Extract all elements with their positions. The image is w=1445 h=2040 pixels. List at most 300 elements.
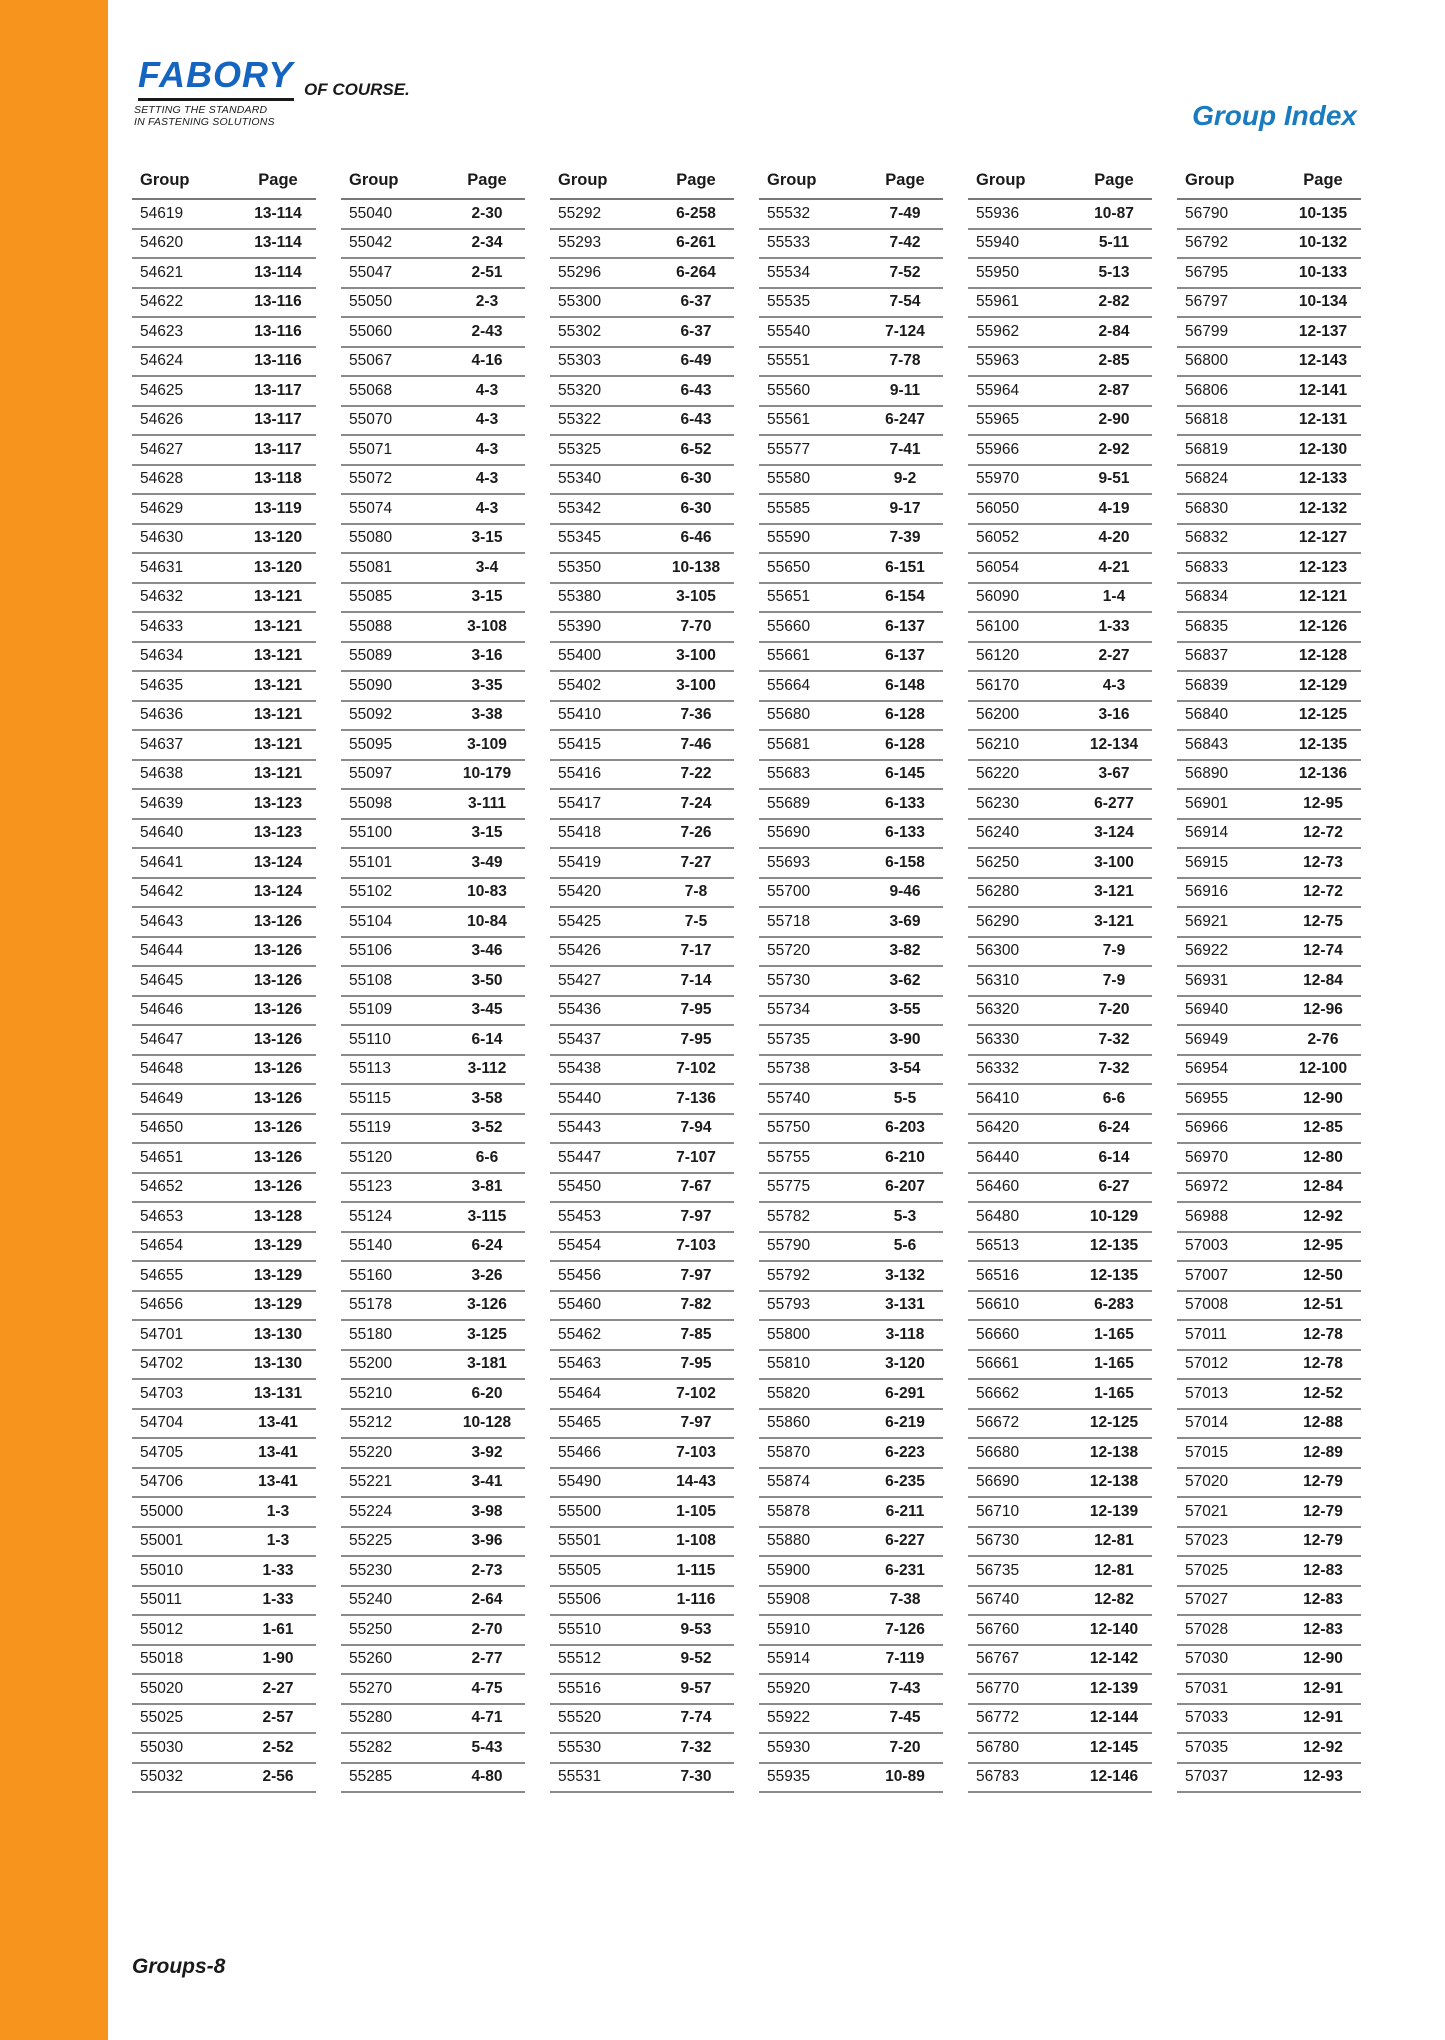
table-row [550, 761, 734, 791]
page-reference: 3-15 [471, 529, 503, 547]
column-header [968, 162, 1152, 200]
group-number: 54652 [140, 1178, 184, 1196]
group-number: 55109 [349, 1001, 393, 1019]
page-reference: 12-139 [1089, 1679, 1139, 1697]
page-reference: 12-72 [1303, 824, 1343, 842]
table-row [550, 731, 734, 761]
group-number: 55551 [767, 352, 811, 370]
table-row [1177, 1321, 1361, 1351]
page-reference: 6-43 [680, 381, 712, 399]
group-number: 55738 [767, 1060, 811, 1078]
page-reference: 12-73 [1303, 853, 1343, 871]
group-number: 55730 [767, 971, 811, 989]
group-number: 55320 [558, 381, 602, 399]
page-reference: 3-35 [471, 676, 503, 694]
group-number: 55270 [349, 1679, 393, 1697]
group-number: 54630 [140, 529, 184, 547]
table-row [759, 997, 943, 1027]
table-row [132, 1439, 316, 1469]
table-row [132, 908, 316, 938]
group-number: 54701 [140, 1325, 184, 1343]
table-row [968, 879, 1152, 909]
page-reference: 7-5 [684, 912, 708, 930]
table-row [550, 967, 734, 997]
group-number: 55500 [558, 1502, 602, 1520]
table-row [759, 908, 943, 938]
page-reference: 1-165 [1094, 1325, 1134, 1343]
table-row [968, 1144, 1152, 1174]
table-row [132, 672, 316, 702]
page-reference: 12-83 [1303, 1620, 1343, 1638]
table-row [759, 731, 943, 761]
table-row [341, 879, 525, 909]
table-row [1177, 879, 1361, 909]
table-row [341, 200, 525, 230]
group-number: 56780 [976, 1738, 1020, 1756]
page-reference: 12-78 [1303, 1325, 1343, 1343]
table-row [550, 820, 734, 850]
logo-suffix: OF COURSE. [304, 80, 410, 99]
group-number: 55220 [349, 1443, 393, 1461]
group-number: 56940 [1185, 1001, 1229, 1019]
group-number: 56840 [1185, 706, 1229, 724]
page-reference: 12-129 [1298, 676, 1348, 694]
page-reference: 1-105 [676, 1502, 716, 1520]
table-row [968, 761, 1152, 791]
group-number: 55438 [558, 1060, 602, 1078]
table-row [759, 1056, 943, 1086]
page-reference: 12-132 [1298, 499, 1348, 517]
page-reference: 2-85 [1098, 352, 1130, 370]
group-number: 54646 [140, 1001, 184, 1019]
table-row [1177, 938, 1361, 968]
page-reference: 4-3 [475, 381, 499, 399]
page-reference: 6-133 [885, 794, 925, 812]
table-row [341, 613, 525, 643]
table-row [759, 318, 943, 348]
group-number: 54625 [140, 381, 184, 399]
page-reference: 3-100 [1094, 853, 1134, 871]
table-row [759, 1439, 943, 1469]
group-number: 55250 [349, 1620, 393, 1638]
page-reference: 12-135 [1089, 1237, 1139, 1255]
page-reference: 7-102 [676, 1060, 716, 1078]
page-reference: 13-123 [253, 824, 303, 842]
group-number: 55012 [140, 1620, 184, 1638]
column-header [1177, 162, 1361, 200]
group-number: 57028 [1185, 1620, 1229, 1638]
group-number: 55800 [767, 1325, 811, 1343]
page-reference: 2-30 [471, 204, 503, 222]
table-row [550, 1734, 734, 1764]
page-reference: 6-128 [885, 706, 925, 724]
table-row [132, 495, 316, 525]
group-number: 55935 [767, 1768, 811, 1786]
table-row [968, 495, 1152, 525]
table-row [341, 525, 525, 555]
group-header: Group [1185, 170, 1235, 189]
group-number: 55970 [976, 470, 1020, 488]
table-row [1177, 1646, 1361, 1676]
table-row [968, 1233, 1152, 1263]
page-reference: 3-54 [889, 1060, 921, 1078]
table-row [341, 1587, 525, 1617]
page-reference: 6-27 [1098, 1178, 1130, 1196]
group-number: 54650 [140, 1119, 184, 1137]
group-number: 55011 [140, 1591, 182, 1609]
group-number: 56843 [1185, 735, 1229, 753]
group-number: 56818 [1185, 411, 1229, 429]
group-number: 55420 [558, 883, 602, 901]
table-row [132, 289, 316, 319]
group-number: 54624 [140, 352, 184, 370]
group-number: 55240 [349, 1591, 393, 1609]
group-number: 55018 [140, 1650, 184, 1668]
group-number: 55792 [767, 1266, 811, 1284]
page-reference: 4-20 [1098, 529, 1130, 547]
group-number: 56513 [976, 1237, 1020, 1255]
page-reference: 2-56 [262, 1768, 294, 1786]
table-row [759, 525, 943, 555]
table-row [341, 1528, 525, 1558]
page-reference: 7-49 [889, 204, 921, 222]
group-number: 54620 [140, 234, 184, 252]
group-number: 56760 [976, 1620, 1020, 1638]
group-number: 55681 [767, 735, 811, 753]
page-reference: 7-26 [680, 824, 712, 842]
page-reference: 10-83 [467, 883, 507, 901]
page-reference: 12-88 [1303, 1414, 1343, 1432]
table-row [1177, 1115, 1361, 1145]
page-reference: 12-96 [1303, 1001, 1343, 1019]
page-header: Page [885, 170, 925, 189]
page-reference: 6-154 [885, 588, 925, 606]
group-number: 55530 [558, 1738, 602, 1756]
table-row [341, 1144, 525, 1174]
page-reference: 1-108 [676, 1532, 716, 1550]
table-row [759, 1646, 943, 1676]
table-row [1177, 1469, 1361, 1499]
group-number: 54644 [140, 942, 184, 960]
table-row [968, 230, 1152, 260]
group-number: 54629 [140, 499, 184, 517]
table-row [1177, 1764, 1361, 1794]
table-row [1177, 672, 1361, 702]
group-number: 55465 [558, 1414, 602, 1432]
page-reference: 6-24 [471, 1237, 503, 1255]
page-reference: 7-38 [889, 1591, 921, 1609]
page-reference: 3-105 [676, 588, 716, 606]
page-reference: 3-49 [471, 853, 503, 871]
table-row [132, 1321, 316, 1351]
page-reference: 12-93 [1303, 1768, 1343, 1786]
group-header: Group [976, 170, 1026, 189]
group-number: 55880 [767, 1532, 811, 1550]
table-row [550, 1469, 734, 1499]
page-reference: 12-138 [1089, 1473, 1139, 1491]
group-number: 56410 [976, 1089, 1020, 1107]
page-reference: 12-79 [1303, 1502, 1343, 1520]
group-number: 55345 [558, 529, 602, 547]
group-number: 54633 [140, 617, 184, 635]
page-reference: 2-77 [471, 1650, 503, 1668]
table-row [759, 879, 943, 909]
page-reference: 7-82 [680, 1296, 712, 1314]
table-row [550, 613, 734, 643]
page-reference: 13-124 [253, 853, 303, 871]
table-row [341, 1646, 525, 1676]
group-header: Group [349, 170, 399, 189]
group-number: 56931 [1185, 971, 1229, 989]
page-reference: 3-109 [467, 735, 507, 753]
page-reference: 7-103 [676, 1443, 716, 1461]
group-number: 55322 [558, 411, 602, 429]
page-reference: 7-20 [889, 1738, 921, 1756]
page-reference: 12-142 [1089, 1650, 1139, 1668]
page-reference: 6-37 [680, 322, 712, 340]
table-row [1177, 908, 1361, 938]
table-row [759, 1380, 943, 1410]
page-reference: 6-277 [1094, 794, 1134, 812]
page-reference: 7-32 [1098, 1030, 1130, 1048]
group-number: 56052 [976, 529, 1020, 547]
page-reference: 3-41 [471, 1473, 503, 1491]
group-number: 55296 [558, 263, 602, 281]
page-reference: 3-98 [471, 1502, 503, 1520]
page-reference: 13-41 [258, 1473, 298, 1491]
page-reference: 7-46 [680, 735, 712, 753]
group-number: 55490 [558, 1473, 602, 1491]
page-reference: 10-133 [1298, 263, 1348, 281]
page-reference: 6-227 [885, 1532, 925, 1550]
table-row [550, 1380, 734, 1410]
table-row [968, 997, 1152, 1027]
table-row [968, 1439, 1152, 1469]
page-reference: 7-95 [680, 1355, 712, 1373]
page-reference: 10-134 [1298, 293, 1348, 311]
group-number: 55020 [140, 1679, 184, 1697]
page-reference: 7-85 [680, 1325, 712, 1343]
table-row [759, 348, 943, 378]
page-reference: 12-136 [1298, 765, 1348, 783]
table-row [1177, 643, 1361, 673]
table-row [132, 820, 316, 850]
group-number: 56100 [976, 617, 1020, 635]
table-row [968, 377, 1152, 407]
table-row [1177, 1498, 1361, 1528]
group-number: 56440 [976, 1148, 1020, 1166]
table-row [132, 1056, 316, 1086]
table-row [968, 1262, 1152, 1292]
group-number: 56955 [1185, 1089, 1229, 1107]
group-number: 55224 [349, 1502, 393, 1520]
table-row [1177, 407, 1361, 437]
page-reference: 7-27 [680, 853, 712, 871]
table-row [759, 643, 943, 673]
page-reference: 7-78 [889, 352, 921, 370]
logo-tagline [134, 104, 275, 128]
page-reference: 7-36 [680, 706, 712, 724]
page-reference: 3-131 [885, 1296, 925, 1314]
table-row [968, 1675, 1152, 1705]
table-row [132, 997, 316, 1027]
page-reference: 3-121 [1094, 883, 1134, 901]
page-reference: 13-130 [253, 1355, 303, 1373]
group-number: 55914 [767, 1650, 811, 1668]
page-reference: 9-51 [1098, 470, 1130, 488]
group-number: 55221 [349, 1473, 393, 1491]
table-row [341, 1469, 525, 1499]
group-number: 55505 [558, 1561, 602, 1579]
table-row [341, 643, 525, 673]
logo-underline [138, 98, 294, 101]
group-number: 54649 [140, 1089, 184, 1107]
page-reference: 13-41 [258, 1443, 298, 1461]
table-row [132, 1675, 316, 1705]
table-row [759, 1144, 943, 1174]
page-reference: 9-17 [889, 499, 921, 517]
table-row [132, 1026, 316, 1056]
group-number: 56970 [1185, 1148, 1229, 1166]
page-reference: 3-90 [889, 1030, 921, 1048]
group-number: 55325 [558, 440, 602, 458]
group-number: 56806 [1185, 381, 1229, 399]
table-row [132, 1174, 316, 1204]
group-number: 54636 [140, 706, 184, 724]
group-number: 54619 [140, 204, 184, 222]
group-number: 55113 [349, 1060, 391, 1078]
page-reference: 12-135 [1298, 735, 1348, 753]
group-number: 55071 [349, 440, 393, 458]
group-number: 55661 [767, 647, 811, 665]
group-number: 55110 [349, 1030, 391, 1048]
table-row [132, 1292, 316, 1322]
page-reference: 10-135 [1298, 204, 1348, 222]
table-row [759, 1026, 943, 1056]
table-row [550, 348, 734, 378]
group-number: 55580 [767, 470, 811, 488]
group-number: 55689 [767, 794, 811, 812]
table-row [968, 584, 1152, 614]
table-row [550, 1026, 734, 1056]
table-row [968, 466, 1152, 496]
table-row [550, 377, 734, 407]
group-number: 55140 [349, 1237, 393, 1255]
page-reference: 12-92 [1303, 1738, 1343, 1756]
group-number: 55750 [767, 1119, 811, 1137]
group-number: 55390 [558, 617, 602, 635]
group-number: 55225 [349, 1532, 393, 1550]
table-row [759, 672, 943, 702]
page-reference: 13-121 [253, 617, 303, 635]
page-reference: 13-130 [253, 1325, 303, 1343]
table-row [759, 1203, 943, 1233]
page-reference: 7-32 [680, 1738, 712, 1756]
group-number: 56660 [976, 1325, 1020, 1343]
page-reference: 6-6 [475, 1148, 499, 1166]
page-reference: 9-53 [680, 1620, 712, 1638]
group-number: 55210 [349, 1384, 393, 1402]
page-reference: 12-82 [1094, 1591, 1134, 1609]
page-reference: 13-114 [254, 234, 302, 252]
group-number: 55081 [349, 558, 393, 576]
group-number: 54640 [140, 824, 184, 842]
table-row [968, 1410, 1152, 1440]
group-number: 55680 [767, 706, 811, 724]
page-reference: 7-20 [1098, 1001, 1130, 1019]
group-number: 55735 [767, 1030, 811, 1048]
page-reference: 12-90 [1303, 1089, 1343, 1107]
page-reference: 2-34 [471, 234, 503, 252]
table-row [759, 1587, 943, 1617]
group-number: 56972 [1185, 1178, 1229, 1196]
table-row [341, 407, 525, 437]
page-reference: 7-14 [680, 971, 712, 989]
page-reference: 3-69 [889, 912, 921, 930]
group-number: 55300 [558, 293, 602, 311]
page-reference: 7-43 [889, 1679, 921, 1697]
page-reference: 10-179 [462, 765, 512, 783]
page-reference: 13-126 [253, 942, 303, 960]
orange-side-bar [0, 0, 108, 2040]
page-reference: 3-45 [471, 1001, 503, 1019]
page-reference: 10-132 [1298, 234, 1348, 252]
page-reference: 10-129 [1089, 1207, 1139, 1225]
page-reference: 13-114 [254, 204, 302, 222]
group-number: 55963 [976, 352, 1020, 370]
group-number: 56220 [976, 765, 1020, 783]
table-row [1177, 1675, 1361, 1705]
page-reference: 6-151 [885, 558, 925, 576]
table-row [1177, 1262, 1361, 1292]
group-header: Group [767, 170, 817, 189]
group-number: 55908 [767, 1591, 811, 1609]
group-number: 57008 [1185, 1296, 1229, 1314]
table-row [1177, 702, 1361, 732]
page-reference: 7-9 [1102, 942, 1126, 960]
page-reference: 12-50 [1303, 1266, 1343, 1284]
page-reference: 3-118 [885, 1325, 925, 1343]
table-row [1177, 1439, 1361, 1469]
group-number: 54706 [140, 1473, 184, 1491]
page-reference: 12-126 [1298, 617, 1348, 635]
group-number: 54655 [140, 1266, 184, 1284]
page-reference: 13-121 [253, 647, 303, 665]
group-number: 55651 [767, 588, 811, 606]
group-number: 54641 [140, 853, 184, 871]
page-reference: 12-91 [1303, 1709, 1343, 1727]
page-reference: 9-52 [680, 1650, 712, 1668]
table-row [759, 436, 943, 466]
table-row [341, 702, 525, 732]
group-number: 55463 [558, 1355, 602, 1373]
table-row [1177, 230, 1361, 260]
page-reference: 4-71 [471, 1709, 503, 1727]
page-reference: 3-124 [1094, 824, 1134, 842]
group-number: 55178 [349, 1296, 393, 1314]
page-reference: 7-54 [889, 293, 921, 311]
group-number: 55067 [349, 352, 393, 370]
group-number: 55740 [767, 1089, 811, 1107]
table-row [550, 1764, 734, 1794]
group-number: 55540 [767, 322, 811, 340]
page-reference: 12-134 [1089, 735, 1139, 753]
group-number: 55464 [558, 1384, 602, 1402]
table-row [968, 820, 1152, 850]
table-row [132, 879, 316, 909]
group-header: Group [140, 170, 190, 189]
table-row [968, 1026, 1152, 1056]
